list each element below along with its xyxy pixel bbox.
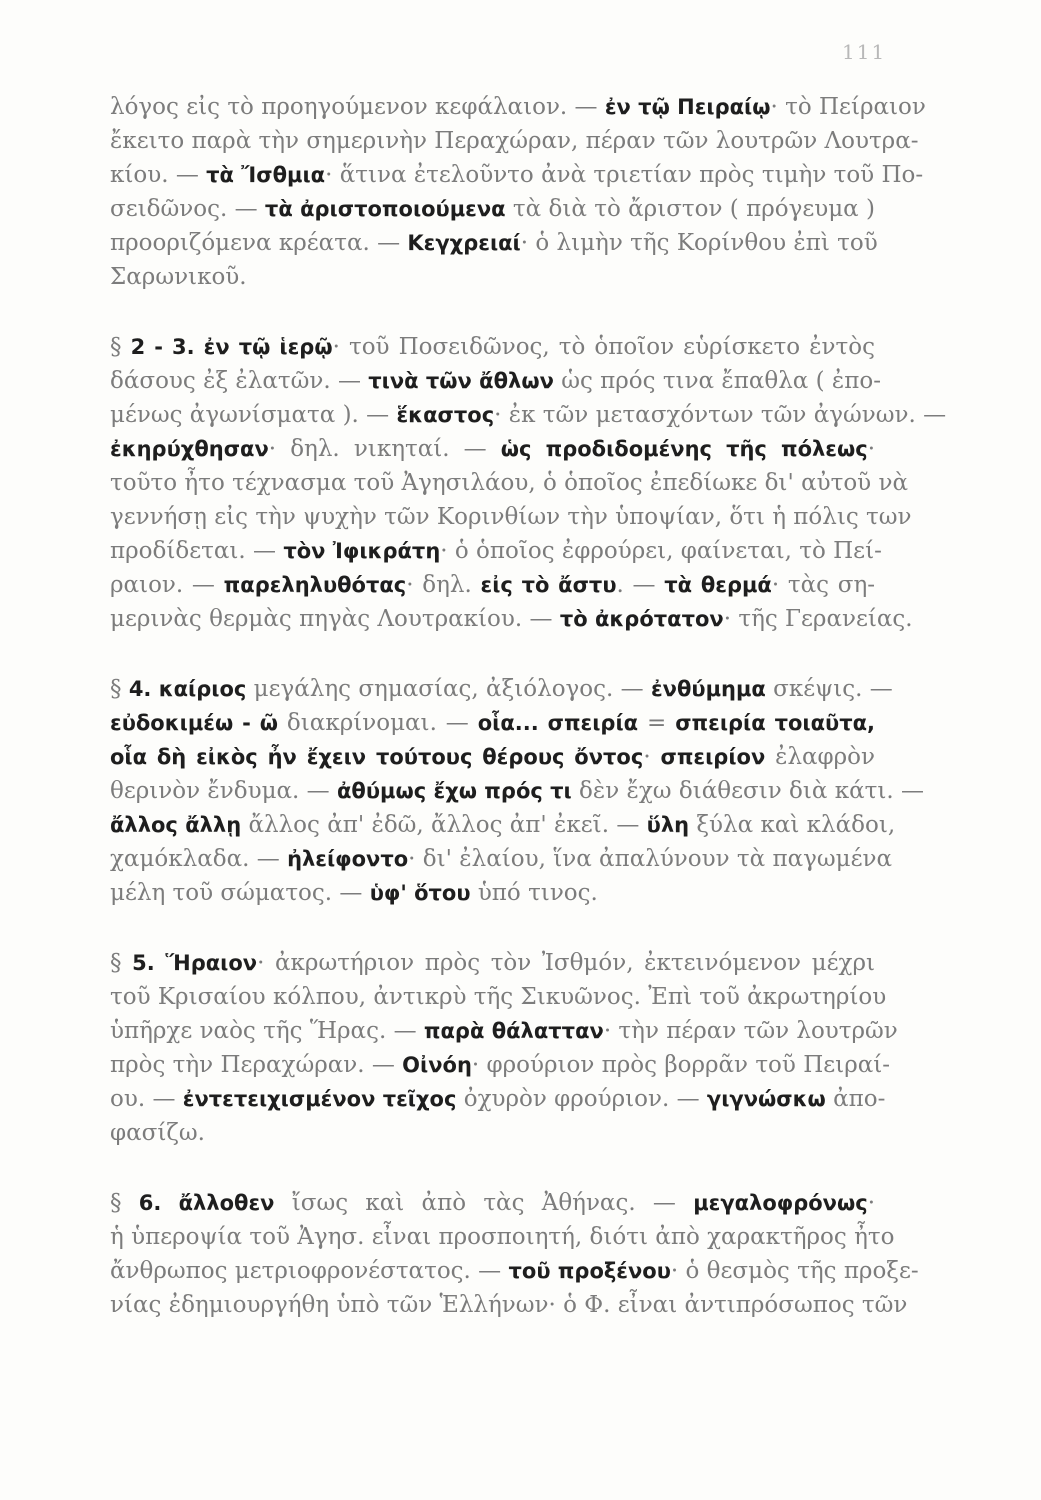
text-line [110, 876, 875, 910]
text-line [110, 740, 875, 774]
gloss-text: · φρούριον πρὸς βορρᾶν τοῦ Πειραί- [471, 1052, 891, 1078]
gloss-text: ἴσως καὶ ἀπὸ τὰς Ἀθήνας. — [274, 1190, 694, 1216]
gloss-text: · ἅτινα ἐτελοῦντο ἀνὰ τριετίαν πρὸς τιμὴν τοῦ Πο- [325, 162, 924, 188]
gloss-text: δὲν ἔχω διάθεσιν διὰ κάτι. — [571, 778, 925, 804]
bold-lemma: σπειρίον [660, 745, 766, 769]
bold-lemma: τὰ θερμά [664, 573, 772, 597]
gloss-text: · τὴν πέραν τῶν λουτρῶν [603, 1018, 898, 1044]
text-line [110, 946, 875, 980]
bold-lemma: ἠλείφοντο [287, 847, 409, 871]
bold-lemma: μεγαλοφρόνως [693, 1191, 868, 1215]
gloss-text: · ὁ ὁποῖος ἐφρούρει, φαίνεται, τὸ Πεί- [440, 538, 882, 564]
text-line [110, 364, 882, 398]
paragraph-gap [110, 636, 875, 672]
bold-lemma: Οἰνόη [402, 1053, 472, 1077]
gloss-text: προδίδεται. — [110, 538, 284, 564]
gloss-text: ὡς πρός τινα ἔπαθλα ( ἐπο- [553, 368, 882, 394]
gloss-text: · τοῦ Ποσειδῶνος, τὸ ὁποῖον εὑρίσκετο ἐντὸς [332, 334, 875, 360]
bold-lemma: 2 - 3. ἐν τῷ ἱερῷ [130, 335, 333, 359]
text-line [110, 226, 878, 260]
gloss-text: § [110, 676, 129, 702]
gloss-text: γεννήσῃ εἰς τὴν ψυχὴν τῶν Κορινθίων τὴν ὑποψίαν, ὅτι ἡ πόλις των [110, 504, 912, 530]
gloss-text: κίου. — [110, 162, 207, 188]
bold-lemma: 6. ἄλλοθεν [138, 1191, 275, 1215]
gloss-text: χαμόκλαδα. — [110, 846, 288, 872]
text-line [110, 1082, 886, 1116]
bold-lemma: ἐντετειχισμένον τεῖχος [182, 1087, 457, 1111]
gloss-text: ξύλα καὶ κλάδοι, [689, 812, 896, 838]
gloss-text: μεγάλης σημασίας, ἀξιόλογος. — [246, 676, 651, 702]
bold-lemma: παρεληλυθότας [223, 573, 407, 597]
gloss-text: μέλη τοῦ σώματος. — [110, 880, 370, 906]
bold-lemma: ἐν τῷ Πειραίῳ [604, 95, 771, 119]
text-line [110, 568, 875, 602]
bold-lemma: γιγνώσκω [706, 1087, 826, 1111]
gloss-text: ἔκειτο παρὰ τὴν σημερινὴν Περαχώραν, πέραν τῶν λουτρῶν Λουτρα- [110, 128, 919, 154]
text-line [110, 432, 875, 466]
text-line [110, 602, 913, 636]
text-line [110, 1288, 908, 1322]
gloss-text: μένως ἀγωνίσματα ). — [110, 402, 397, 428]
paragraph-gap [110, 910, 875, 946]
gloss-text: τοῦτο ἦτο τέχνασμα τοῦ Ἀγησιλάου, ὁ ὁποῖος ἐπεδίωκε δι' αὐτοῦ νὰ [110, 470, 908, 496]
gloss-text: ἀπο- [825, 1086, 886, 1112]
bold-lemma: παρὰ θάλατταν [423, 1019, 604, 1043]
bold-lemma: οἷα... σπειρία [477, 711, 639, 735]
bold-lemma: σπειρία τοιαῦτα, [675, 711, 876, 735]
gloss-text: = [638, 710, 676, 736]
gloss-text: θερινὸν ἔνδυμα. — [110, 778, 337, 804]
gloss-text: ραιον. — [110, 572, 224, 598]
bold-lemma: ὑφ' ὅτου [369, 881, 471, 905]
text-line [110, 808, 896, 842]
gloss-text: § [110, 950, 133, 976]
gloss-text: · δηλ. νικηταί. — [268, 436, 501, 462]
gloss-text: προοριζόμενα κρέατα. — [110, 230, 408, 256]
text-line [110, 466, 908, 500]
text-line [110, 1254, 919, 1288]
gloss-text: ἡ ὑπεροψία τοῦ Ἀγησ. εἶναι προσποιητή, διότι ἀπὸ χαρακτῆρος ἦτο [110, 1224, 895, 1250]
bold-lemma: εἰς τὸ ἄστυ [480, 573, 617, 597]
text-line [110, 1048, 891, 1082]
bold-lemma: 4. καίριος [128, 677, 247, 701]
gloss-text: ἐλαφρὸν [765, 744, 876, 770]
bold-lemma: οἷα δὴ εἰκὸς ἦν ἔχειν τούτους θέρους ὄντος [110, 745, 644, 769]
text-line [110, 192, 875, 226]
gloss-text: · ἀκρωτήριον πρὸς τὸν Ἰσθμόν, ἐκτεινόμενον μέχρι [257, 950, 876, 976]
bold-lemma: ὕλη [646, 813, 690, 837]
gloss-text: · δηλ. [406, 572, 481, 598]
text-line [110, 398, 947, 432]
bold-lemma: τὸ ἀκρότατον [559, 607, 724, 631]
bold-lemma: Κεγχρειαί [407, 231, 521, 255]
gloss-text: μερινὰς θερμὰς πηγὰς Λουτρακίου. — [110, 606, 560, 632]
text-line [110, 260, 875, 294]
bold-lemma: ὡς προδιδομένης τῆς πόλεως [500, 437, 868, 461]
gloss-text: · τὸ Πείραιον [770, 94, 926, 120]
text-line [110, 1220, 895, 1254]
text-line [110, 980, 887, 1014]
text-line [110, 774, 925, 808]
page-number: 111 [842, 40, 887, 64]
text-line [110, 706, 875, 740]
gloss-text: πρὸς τὴν Περαχώραν. — [110, 1052, 403, 1078]
bold-lemma: ἐκηρύχθησαν [110, 437, 269, 461]
bold-lemma: 5. Ἥραιον [132, 951, 258, 975]
bold-lemma: τινὰ τῶν ἄθλων [368, 369, 554, 393]
commentary-text [110, 90, 947, 1322]
text-line [110, 500, 912, 534]
text-line [110, 672, 893, 706]
gloss-text: τὰ διὰ τὸ ἄριστον ( πρόγευμα ) [505, 196, 875, 222]
gloss-text: ὑπό τινος. [470, 880, 598, 906]
gloss-text: · τῆς Γερανείας. [723, 606, 913, 632]
paragraph-gap [110, 294, 875, 330]
gloss-text: · [867, 1190, 875, 1216]
gloss-text: · ὁ λιμὴν τῆς Κορίνθου ἐπὶ τοῦ [520, 230, 878, 256]
bold-lemma: ἐνθύμημα [650, 677, 766, 701]
gloss-text: ὑπῆρχε ναὸς τῆς Ἥρας. — [110, 1018, 424, 1044]
gloss-text: φασίζω. [110, 1120, 205, 1146]
text-line [110, 158, 924, 192]
bold-lemma: εὐδοκιμέω - ῶ [110, 711, 279, 735]
gloss-text: · δι' ἐλαίου, ἵνα ἀπαλύνουν τὰ παγωμένα [408, 846, 892, 872]
gloss-text: Σαρωνικοῦ. [110, 264, 247, 290]
gloss-text: ἄνθρωπος μετριοφρονέστατος. — [110, 1258, 509, 1284]
text-line [110, 330, 875, 364]
gloss-text: · ὁ θεσμὸς τῆς προξε- [670, 1258, 919, 1284]
bold-lemma: ἕκαστος [396, 403, 495, 427]
gloss-text: · [643, 744, 661, 770]
bold-lemma: τὰ ἀριστοποιούμενα [264, 197, 506, 221]
gloss-text: σειδῶνος. — [110, 196, 265, 222]
gloss-text: ὀχυρὸν φρούριον. — [456, 1086, 707, 1112]
gloss-text: νίας ἐδημιουργήθη ὑπὸ τῶν Ἑλλήνων· ὁ Φ. εἶναι ἀντιπρόσωπος τῶν [110, 1292, 908, 1318]
gloss-text: § [110, 1190, 139, 1216]
gloss-text: σκέψις. — [765, 676, 893, 702]
gloss-text: λόγος εἰς τὸ προηγούμενον κεφάλαιον. — [110, 94, 605, 120]
text-line [110, 842, 892, 876]
gloss-text: · [867, 436, 876, 462]
bold-lemma: τὰ Ἴσθμια [206, 163, 326, 187]
gloss-text: · τὰς ση- [771, 572, 876, 598]
gloss-text: διακρίνομαι. — [278, 710, 478, 736]
text-line [110, 124, 919, 158]
text-line [110, 90, 926, 124]
gloss-text: ἄλλος ἀπ' ἐδῶ, ἄλλος ἀπ' ἐκεῖ. — [241, 812, 647, 838]
bold-lemma: ἄλλος ἄλλῃ [110, 813, 242, 837]
gloss-text: δάσους ἐξ ἐλατῶν. — [110, 368, 369, 394]
gloss-text: § [110, 334, 131, 360]
text-line [110, 534, 882, 568]
bold-lemma: ἀθύμως ἔχω πρός τι [337, 779, 572, 803]
text-line [110, 1014, 898, 1048]
gloss-text: · ἐκ τῶν μετασχόντων τῶν ἀγώνων. — [494, 402, 947, 428]
gloss-text: . — [616, 572, 665, 598]
gloss-text: ου. — [110, 1086, 183, 1112]
paragraph-gap [110, 1150, 875, 1186]
text-line [110, 1116, 875, 1150]
bold-lemma: τὸν Ἰφικράτη [283, 539, 441, 563]
gloss-text: τοῦ Κρισαίου κόλπου, ἀντικρὺ τῆς Σικυῶνος. Ἐπὶ τοῦ ἀκρωτηρίου [110, 984, 887, 1010]
bold-lemma: τοῦ προξένου [508, 1259, 671, 1283]
text-line [110, 1186, 875, 1220]
